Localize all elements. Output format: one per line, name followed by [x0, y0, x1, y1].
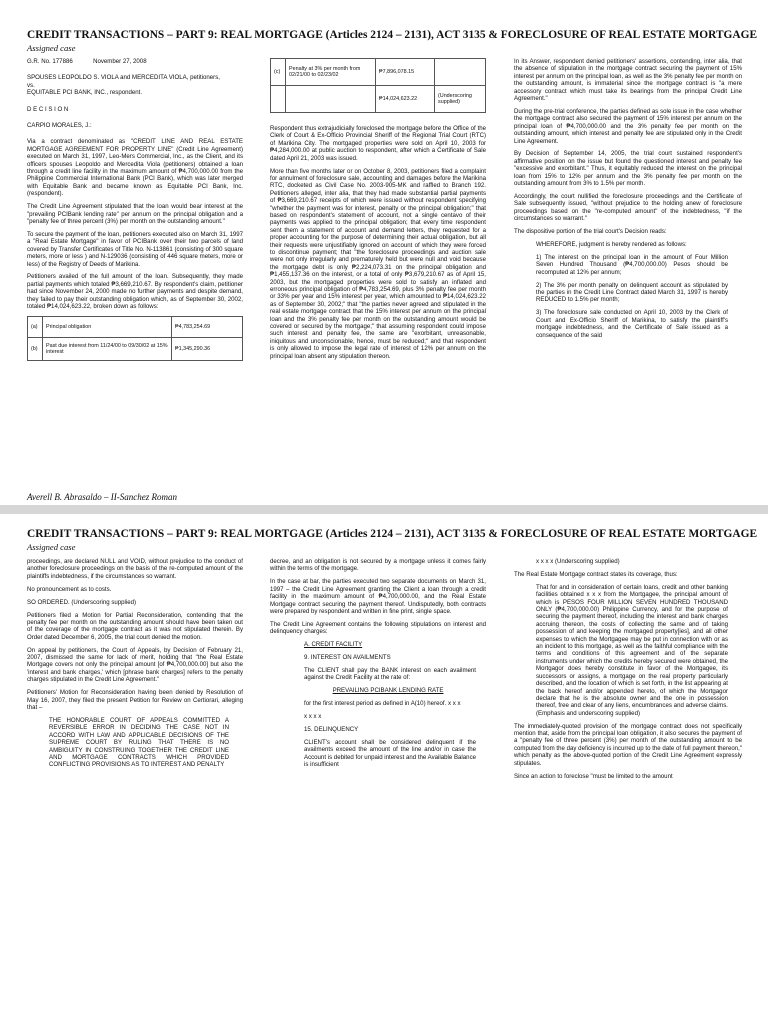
table-cell: ₱4,783,254.69 — [172, 316, 243, 337]
column-1 — [27, 58, 243, 366]
paragraph: In the case at bar, the parties executed two separate documents on March 31, 1997 – the Credit Line Agreement granting the Client a loan through a credit facility in the maximum amount of ₱4,700,000.00, and the Real Estate Mortgage contract securing the payment thereof. Undisputedly, both contracts were prepared by respondent and written in fine print, single space. — [270, 578, 486, 615]
paragraph: Petitioners filed a Motion for Partial Reconsideration, contending that the penalty fee per month on the outstanding amount should have been taken out of the coverage of the mortgage contract as it was not stipulated therein. By Order dated December 6, 2005, the trial court denied the motion. — [27, 611, 243, 641]
breakdown-table — [27, 316, 243, 361]
page-1 — [0, 0, 768, 505]
paragraph: Respondent thus extrajudicially foreclosed the mortgage before the Office of the Clerk of Court & Ex-Officio Provincial Sheriff of the Regional Trial Court (RTC) of Marikina City. The mortgaged properties were sold on April 10, 2003 for ₱4,284,000.00 at public auction to respondent, after which a Certificate of Sale dated April 21, 2003 was issued. — [270, 125, 486, 162]
paragraph: Via a contract denominated as "CREDIT LINE AND REAL ESTATE MORTGAGE AGREEMENT FOR PROPERTY LINE" (Credit Line Agreement) executed on March 31, 1997, Leo-Mers Commercial, Inc., as the Client, and its officers spouses Leopoldo and Mercedita Viola (petitioners) obtained a loan through a credit line facility in the maximum amount of ₱4,700,000.00 from the Philippine Commercial International Bank (PCI Bank), which was later merged with Equitable Bank and became known as Equitable PCI Bank, Inc. (respondent). — [27, 138, 243, 198]
page-header: CREDIT TRANSACTIONS – PART 9: REAL MORTGAGE (Articles 2124 – 2131), ACT 3135 & FORECLOSURE OF REAL ESTATE MORTGAGE — [27, 29, 758, 41]
table-cell: ₱1,345,290.36 — [172, 337, 243, 360]
section-heading: 15. DELINQUENCY — [304, 726, 359, 733]
table-cell — [271, 86, 286, 113]
quoted-paragraph: for the first interest period as defined in A(10) hereof. x x x — [304, 700, 461, 708]
paragraph: The dispositive portion of the trial court's Decision reads: — [514, 228, 667, 236]
decision-heading: D E C I S I O N — [27, 105, 69, 113]
quoted-paragraph: 2) The 3% per month penalty on delinquent account as stipulated by the parties in the Credit Line Contract dated March 31, 1997 is hereby REDUCED to 1.5% per month; — [536, 281, 728, 304]
page-2 — [0, 514, 768, 1024]
table-row — [271, 86, 486, 113]
table-cell: Past due interest from 11/24/00 to 09/30/02 at 15% interest — [43, 337, 172, 360]
table-cell: Penalty at 3% per month from 02/21/00 to 02/23/02 — [286, 59, 376, 86]
quoted-paragraph: The CLIENT shall pay the BANK interest on each availment against the Credit Facility at the rate of: — [304, 666, 476, 682]
case-date: November 27, 2008 — [93, 58, 147, 65]
table-cell: ₱14,024,623.22 — [376, 86, 435, 113]
paragraph: No pronouncement as to costs. — [27, 585, 112, 593]
quoted-paragraph: 1) The interest on the principal loan in the amount of Four Million Seven Hundred Thousand (₱4,700,000.00) Pesos should be recomputed at 12% per annum; — [536, 253, 728, 276]
paragraph: On appeal by petitioners, the Court of Appeals, by Decision of February 21, 2007, dismissed the same for lack of merit, holding that "the Real Estate Mortgage covers not only the principal amount [of ₱4,700,000.00] but also the 'interest and bank charges,' which [phrase bank charges] refers to the penalty charges stipulated in the Credit Line Agreement." — [27, 646, 243, 684]
paragraph: SO ORDERED. (Underscoring supplied) — [27, 598, 137, 606]
column-3 — [514, 558, 742, 785]
paragraph: To secure the payment of the loan, petitioners executed also on March 31, 1997 a "Real Estate Mortgage" in favor of PCIBank over their two parcels of land covered by Transfer Certificates of Title No. N-113861 (consisting of 300 square meters, more or less ) and N-129036 (consisting of 446 square meters, more or less) of the Registry of Deeds of Marikina. — [27, 230, 243, 268]
paragraph: The immediately-quoted provision of the mortgage contract does not specifically mention that, aside from the principal loan obligation, it also secures the payment of a "penalty fee of three percent (3%) per month of the outstanding amount to be computed from the day deficiency is incurred up to the date of full payment thereon," which penalty as the above-quoted portion of the Credit Line Agreement expressly stipulates. — [514, 722, 742, 767]
breakdown-table-continued — [270, 58, 486, 113]
page-subheader: Assigned case — [27, 43, 76, 53]
table-cell: (a) — [28, 316, 43, 337]
table-row — [28, 316, 243, 337]
table-cell: Principal obligation — [43, 316, 172, 337]
table-cell: ₱7,896,078.15 — [376, 59, 435, 86]
respondent: EQUITABLE PCI BANK, INC., respondent. — [27, 89, 143, 97]
paragraph: Petitioners' Motion for Reconsideration having been denied by Resolution of May 16, 2007, they filed the present Petition for Review on Certiorari, alleging that – — [27, 689, 243, 711]
paragraph: In its Answer, respondent denied petitioners' assertions, contending, inter alia, that the absence of stipulation in the mortgage contract securing the payment of 15% interest per annum on the principal loan, as well as the 3% penalty fee per month on the outstanding amount, is immaterial since the mortgage contract is "a mere accessory contract which must take its bearings from the principal Credit Line Agreement." — [514, 58, 742, 103]
table-row — [271, 59, 486, 86]
section-heading: 9. INTEREST ON AVAILMENTS — [304, 654, 391, 662]
page-header: CREDIT TRANSACTIONS – PART 9: REAL MORTGAGE (Articles 2124 – 2131), ACT 3135 & FORECLOSURE OF REAL ESTATE MORTGAGE — [27, 528, 758, 540]
paragraph: The Real Estate Mortgage contract states its coverage, thus: — [514, 570, 678, 578]
table-cell: (Underscoring supplied) — [435, 86, 486, 113]
section-heading: A. CREDIT FACILITY — [304, 641, 363, 649]
table-cell: (b) — [28, 337, 43, 360]
column-3 — [514, 58, 742, 345]
page-subheader: Assigned case — [27, 542, 76, 552]
column-1 — [27, 558, 243, 774]
paragraph: proceedings, are declared NULL and VOID, without prejudice to the conduct of another foreclosure proceedings on the basis of the re-computed amount of the plaintiffs indebtedness, if the circumstances so warrant. — [27, 558, 243, 580]
paragraph: The Credit Line Agreement contains the following stipulations on interest and delinquency charges: — [270, 620, 486, 636]
table-cell — [286, 86, 376, 113]
quoted-paragraph: That for and in consideration of certain loans, credit and other banking facilities obtained x x x from the Mortgagee, the principal amount of which is PESOS FOUR MILLION SEVEN HUNDRED THOUSAND ONLY (₱4,700,000.00) Philippine Currency, and for the purpose of securing the payment thereof, including the interest and bank charges accruing thereon, the costs of collecting the same and of taking possession of and keeping the mortgaged property[ies], and all other expenses to which the Mortgagee may be put in connection with or as an incident to this mortgage, as well as the faithful compliance with the terms and conditions of this agreement and of the separate instruments under which the credits hereby secured were obtained, the Mortgagor does hereby constitute in favor of the Mortgagee, its successors or assigns, a mortgage on the real property particularly described, and the location of which is set forth, in the list appearing at the back hereof and/or appended hereto, of which the Mortgagor declare that he is the absolute owner and the one in possession thereof, free and clear of any liens, encumbrances and adverse claims. (Emphasis and underscoring supplied) — [536, 583, 728, 717]
table-row — [28, 337, 243, 360]
paragraph: Since an action to foreclose "must be limited to the amount — [514, 772, 673, 780]
gr-number: G.R. No. 177886 — [27, 58, 73, 65]
paragraph: More than five months later or on October 8, 2003, petitioners filed a complaint for annulment of foreclosure sale, accounting and damages before the Marikina RTC, docketed as Civil Case No. 2003-905-MK and raffled to Branch 192. Petitioners alleged, inter alia, that they had made substantial partial payments of ₱3,669,210.67 receipts of which were issued without respondent specifying "whether the payment was for interest, penalty or the principal obligation;" that based on respondent's statement of account, not a single centavo of their payments was applied to the principal obligation; that every time respondent sent them a statement of account and demand letters, they requested for a proper accounting for the purpose of determining their actual obligation, but all their requests were unjustifiably ignored on account of which they were forced to discontinue payment; that "the foreclosure proceedings and auction sale were not only irregularly and prematurely held but were null and void because the mortgage debt is only ₱2,224,073.31 on the principal obligation and ₱1,455,137.36 on the interest, or a total of only ₱3,679,210.67 as of April 15, 2003, but the mortgaged properties were sold to satisfy an inflated and erroneous principal obligation of ₱4,783,254.69, plus 3% penalty fee per month or 33% per year and 15% interest per year, which amounted to ₱14,024,623.22 as of September 30, 2002;" that "the parties never agreed and stipulated in the real estate mortgage contract that the 15% interest per annum on the principal loan and the 3% penalty fee per month on the outstanding amount would be covered or secured by the mortgage;" that assuming respondent could impose such interest and penalty fee, the same are "exorbitant, unreasonable, iniquitous and unconscionable, hence, must be reduced;" and that respondent is only allowed to impose the legal rate of interest of 12% per annum on the principal loan absent any stipulation thereon. — [270, 167, 486, 360]
omission-marker: x x x x — [304, 713, 322, 721]
table-cell: (c) — [271, 59, 286, 86]
table-cell — [435, 59, 486, 86]
ponente: CARPIO MORALES, J.: — [27, 122, 92, 130]
versus: vs. — [27, 81, 35, 89]
paragraph: x x x x (Underscoring supplied) — [536, 558, 620, 565]
lending-rate: PREVAILING PCIBANK LENDING RATE — [332, 687, 444, 695]
column-2 — [270, 58, 486, 366]
paragraph: During the pre-trial conference, the parties defined as sole issue in the case whether the mortgage contract also secured the payment of 15% interest per annum on the principal loan of ₱4,700,000.00 and the 3% penalty fee per month on the outstanding amount, which interest and penalty fee are stipulated only in the Credit Line Agreement. — [514, 107, 742, 145]
quoted-paragraph: THE HONORABLE COURT OF APPEALS COMMITTED A REVERSIBLE ERROR IN DECIDING THE CASE NOT IN ACCORD WITH LAW AND APPLICABLE DECISIONS OF THE SUPREME COURT BY RULING THAT THERE IS NO AMBIGUITY IN CONSTRUING TOGETHER THE CREDIT LINE AND MORTGAGE CONTRACTS WHICH PROVIDED CONFLICTING PROVISIONS AS TO INTEREST AND PENALTY — [49, 716, 229, 769]
quoted-paragraph: WHEREFORE, judgment is hereby rendered as follows: — [536, 241, 687, 249]
column-2 — [270, 558, 486, 774]
paragraph: The Credit Line Agreement stipulated that the loan would bear interest at the "prevailing PCIBank lending rate" per annum on the principal obligation and a "penalty fee of three percent (3%) per month on the outstanding amount." — [27, 203, 243, 225]
page-footer-authors: Averell B. Abrasaldo – II-Sanchez Roman — [27, 492, 177, 502]
quoted-paragraph: 3) The foreclosure sale conducted on April 10, 2003 by the Clerk of Court and Ex-Officio Sheriff of Marikina, to satisfy the plaintiff's mortgage indebtedness, and the Certificate of Sale issued as a consequence of the said — [536, 309, 728, 339]
paragraph: decree, and an obligation is not secured by a mortgage unless it comes fairly within the terms of the mortgage. — [270, 558, 486, 573]
quoted-paragraph: CLIENT's account shall be considered delinquent if the availments exceed the amount of the line and/or in case the Account is debited for unpaid interest and the Available Balance is insufficient — [304, 738, 476, 769]
paragraph: Accordingly, the court nullified the foreclosure proceedings and the Certificate of Sale subsequently issued, "without prejudice to the holding anew of foreclosure proceedings based on the "re-computed amount" of the indebtedness, "if the circumstances so warrant." — [514, 193, 742, 223]
paragraph: Petitioners availed of the full amount of the loan. Subsequently, they made partial payments which totaled ₱3,669,210.67. By respondent's claim, petitioner had since November 24, 2000 made no further payments and despite demand, they failed to pay their outstanding obligation which, as of September 30, 2002, totaled ₱14,024,623.22, broken down as follows: — [27, 273, 243, 311]
paragraph: By Decision of September 14, 2005, the trial court sustained respondent's affirmative position on the issue but found the questioned interest and penalty fee "excessive and exorbitant." Thus, it equitably reduced the interest on the principal loan from 15% to 12% per annum and the 3% penalty fee per month on the outstanding amount from 3% to 1.5% per month. — [514, 150, 742, 188]
page-separator — [0, 505, 768, 514]
petitioners: SPOUSES LEOPOLDO S. VIOLA and MERCEDITA VIOLA, petitioners, — [27, 74, 220, 82]
